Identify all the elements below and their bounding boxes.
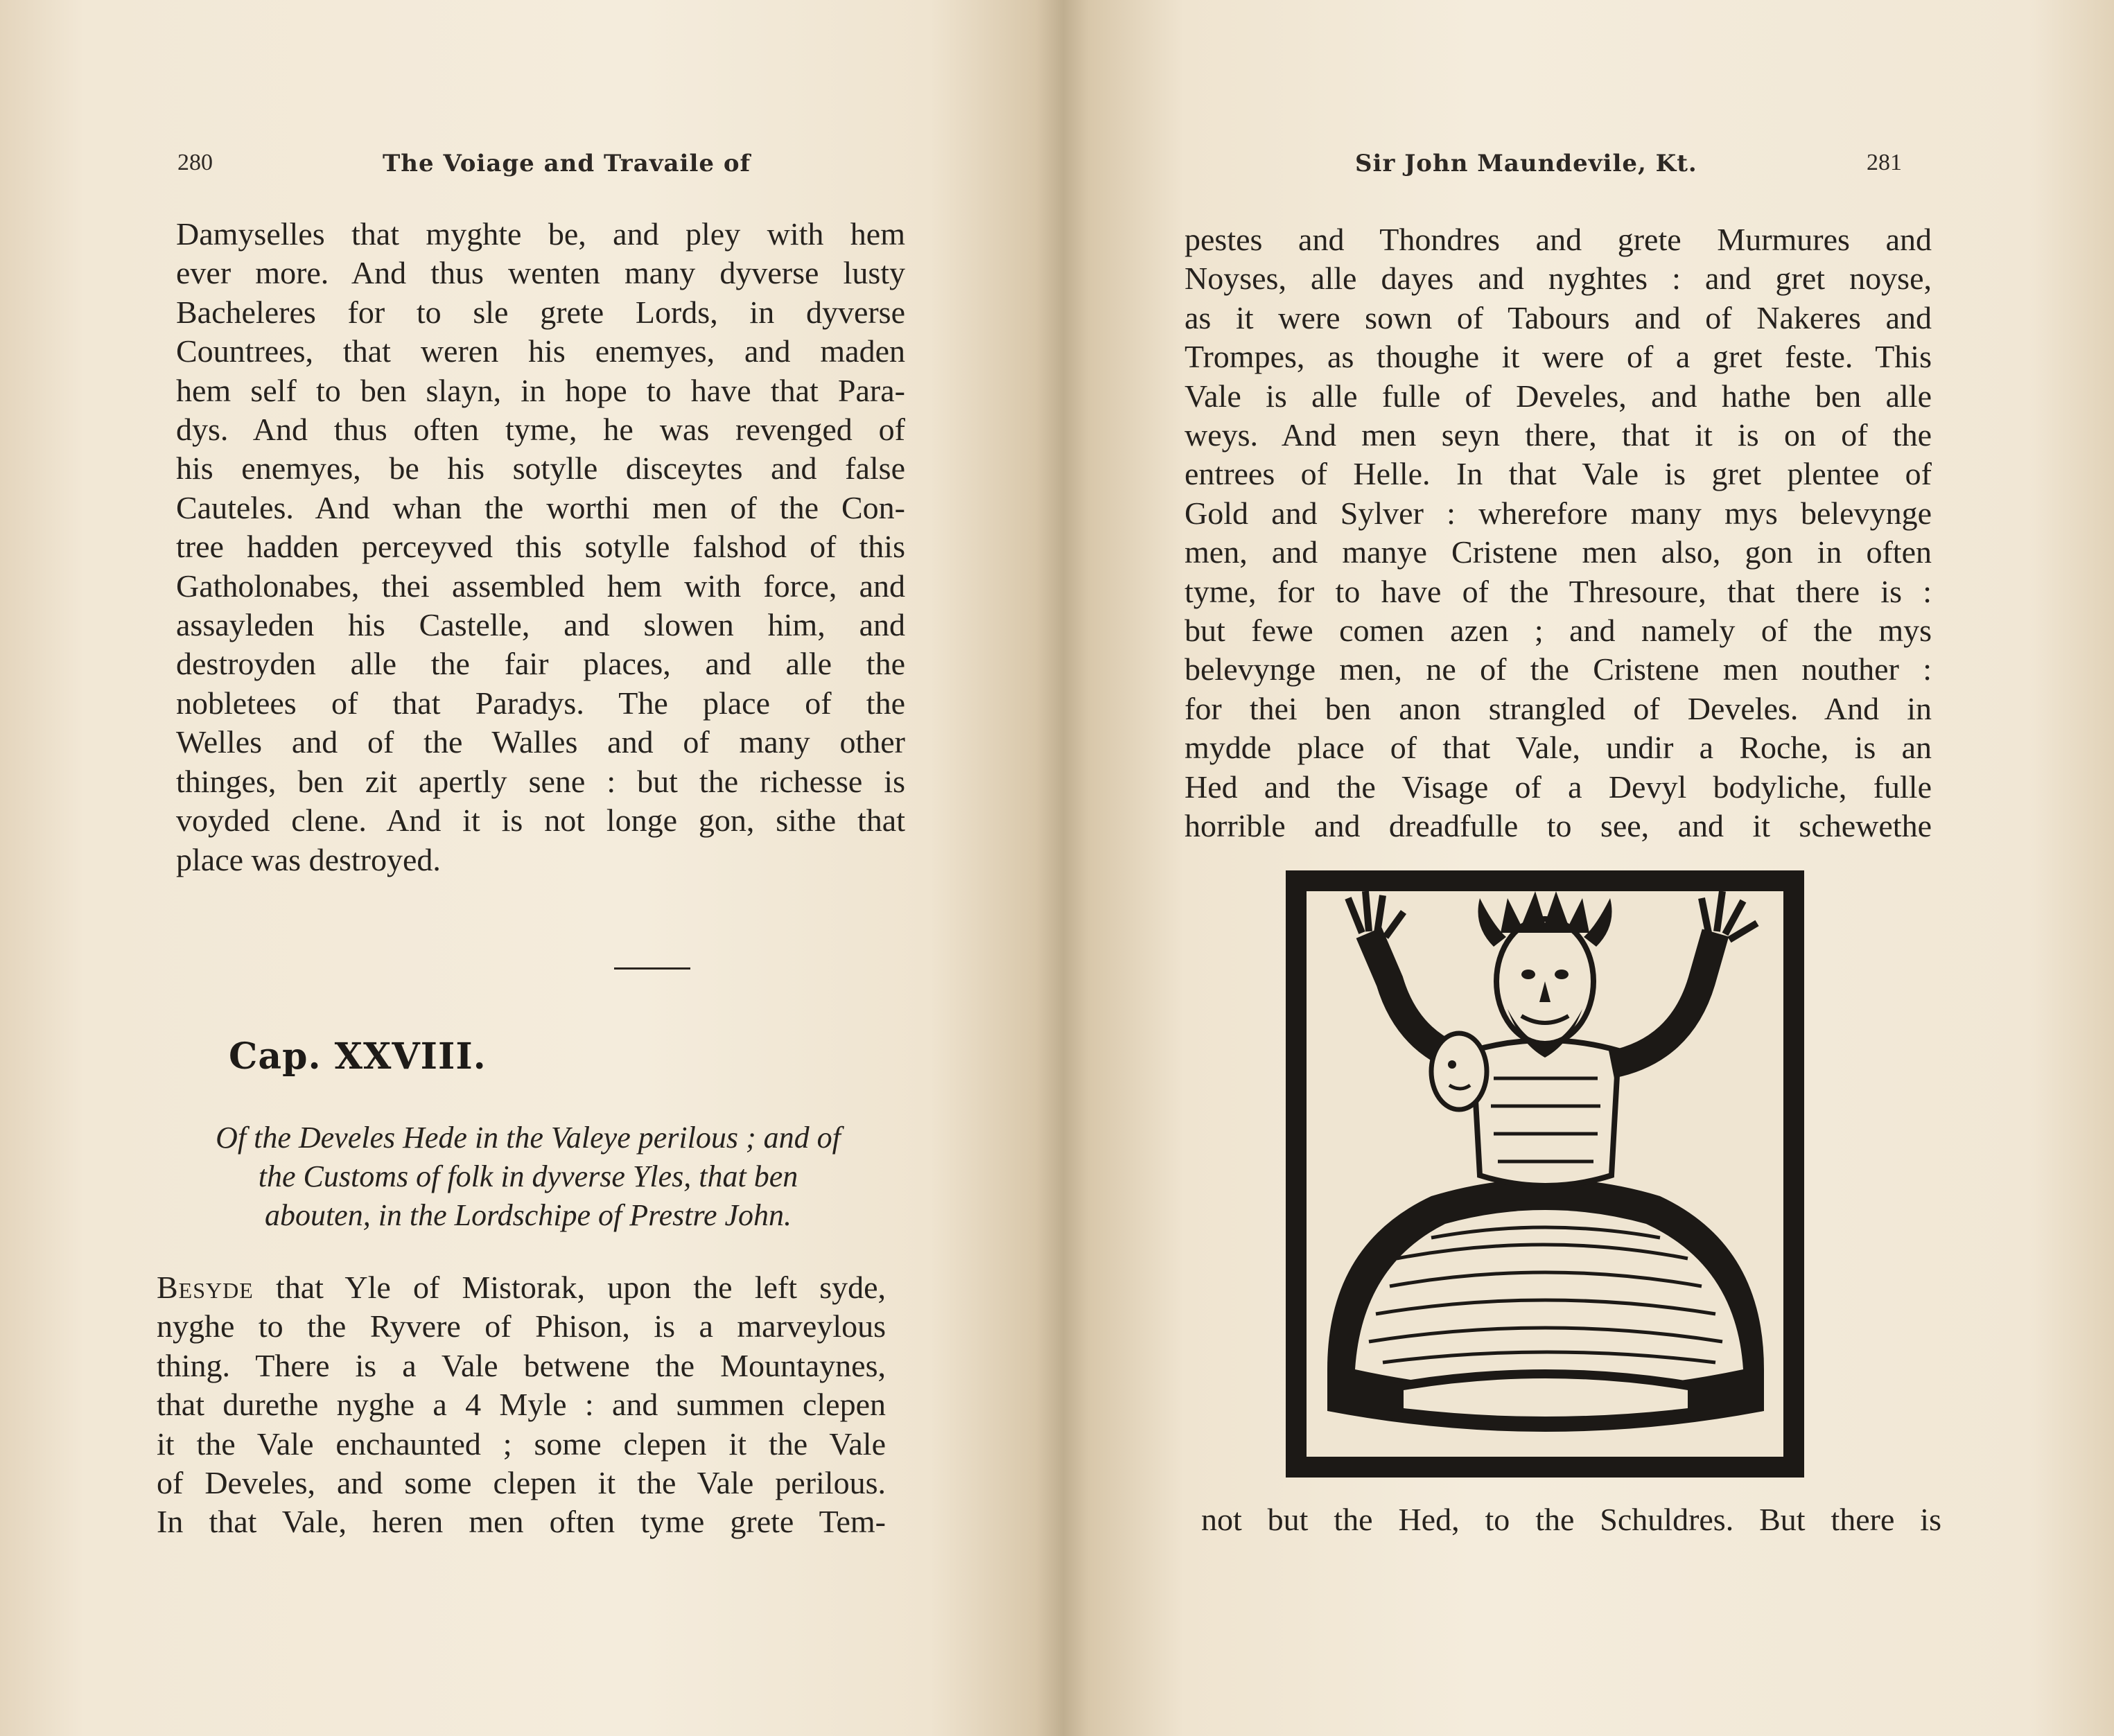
text-line — [157, 1268, 886, 1307]
show-through-text — [859, 866, 1095, 905]
right-body-text-after-image — [1201, 1500, 1941, 1539]
chapter-initial-word: Besyde — [157, 1270, 254, 1305]
chapter-subtitle — [161, 1119, 896, 1235]
text-line: for thei ben anon strangled of Develes. And in — [1185, 690, 1932, 726]
text-line: thinges, ben zit apertly sene : but the richesse is — [176, 763, 905, 799]
text-line: Gold and Sylver : wherefore many mys belevynge — [1185, 495, 1932, 531]
text-line: it the Vale enchaunted ; some clepen it the Vale — [157, 1426, 886, 1462]
text-line: hem self to ben slayn, in hope to have that Para- — [176, 372, 905, 408]
text-line: Cauteles. And whan the worthi men of the Con- — [176, 489, 905, 525]
text-line: tree hadden perceyved this sotylle falshod of this — [176, 529, 905, 565]
page-number-left: 280 — [177, 150, 213, 175]
running-head-right: Sir John Maundevile, Kt. — [1355, 150, 1697, 177]
text-line: tyme, for to have of the Thresoure, that there is : — [1185, 573, 1932, 609]
text-line: his enemyes, be his sotylle disceytes and false — [176, 450, 905, 486]
text-line: Trompes, as thoughe it were of a gret feste. This — [1185, 339, 1932, 375]
text-line: Countrees, that weren his enemyes, and maden — [176, 333, 905, 369]
subtitle-line: Of the Develes Hede in the Valeye perilous ; and of — [216, 1121, 841, 1155]
text-line: but fewe comen azen ; and namely of the mys — [1185, 613, 1932, 649]
text-line: Noyses, alle dayes and nyghtes : and gret noyse, — [1185, 261, 1932, 297]
text-line: that durethe nyghe a 4 Myle : and summen clepen — [157, 1387, 886, 1423]
chapter-heading: Cap. XXVIII. — [229, 1035, 487, 1078]
section-rule — [614, 967, 690, 970]
text-line: belevynge men, ne of the Cristene men nouther : — [1185, 651, 1932, 687]
text-line: nyghe to the Ryvere of Phison, is a marveylous — [157, 1308, 886, 1344]
text-line: not but the Hed, to the Schuldres. But there is — [1201, 1502, 1941, 1537]
chapter-body-text — [157, 1268, 886, 1542]
running-head-left: The Voiage and Travaile of — [383, 150, 751, 177]
text-line: entrees of Helle. In that Vale is gret plentee of — [1185, 456, 1932, 492]
text-line: men, and manye Cristene men also, gon in often — [1185, 534, 1932, 570]
text-line: In that Vale, heren men often tyme grete Tem- — [157, 1504, 886, 1540]
text-line: Bacheleres for to sle grete Lords, in dyverse — [176, 294, 905, 330]
text-line: mydde place of that Vale, undir a Roche, is an — [1185, 730, 1932, 766]
text-line: Damyselles that myghte be, and pley with hem — [176, 216, 905, 252]
text-line: pestes and Thondres and grete Murmures and — [1185, 222, 1932, 257]
text-line: assayleden his Castelle, and slowen him, and — [176, 607, 905, 643]
text-line: dys. And thus often tyme, he was revenged of — [176, 412, 905, 448]
subtitle-line: the Customs of folk in dyverse Yles, that ben — [258, 1159, 798, 1193]
text-line: ever more. And thus wenten many dyverse lusty — [176, 255, 905, 291]
text-line: destroyden alle the fair places, and alle the — [176, 646, 905, 682]
text-fragment: that Yle of Mistorak, upon the left syde, — [275, 1270, 886, 1305]
left-body-text — [176, 215, 905, 879]
page-number-right: 281 — [1867, 150, 1902, 175]
text-line: Vale is alle fulle of Develes, and hathe ben alle — [1185, 378, 1932, 414]
text-line: Welles and of the Walles and of many other — [176, 724, 905, 760]
text-line: nobletees of that Paradys. The place of the — [176, 685, 905, 721]
text-line: as it were sown of Tabours and of Nakeres and — [1185, 299, 1932, 335]
text-line: of Develes, and some clepen it the Vale perilous. — [157, 1465, 886, 1501]
text-line: Hed and the Visage of a Devyl bodyliche, fulle — [1185, 769, 1932, 805]
text-line: weys. And men seyn there, that it is on of the — [1185, 417, 1932, 453]
devil-head-woodcut — [1286, 870, 1804, 1478]
text-line: voyded clene. And it is not longe gon, sithe that — [176, 803, 905, 839]
subtitle-line: abouten, in the Lordschipe of Prestre John. — [264, 1198, 792, 1232]
text-line: thing. There is a Vale betwene the Mountaynes, — [157, 1347, 886, 1383]
text-line: Gatholonabes, thei assembled hem with force, and — [176, 568, 905, 604]
text-line: horrible and dreadfulle to see, and it schewethe — [1185, 808, 1932, 844]
right-body-text — [1185, 220, 1932, 846]
text-line: place was destroyed. — [176, 841, 441, 877]
